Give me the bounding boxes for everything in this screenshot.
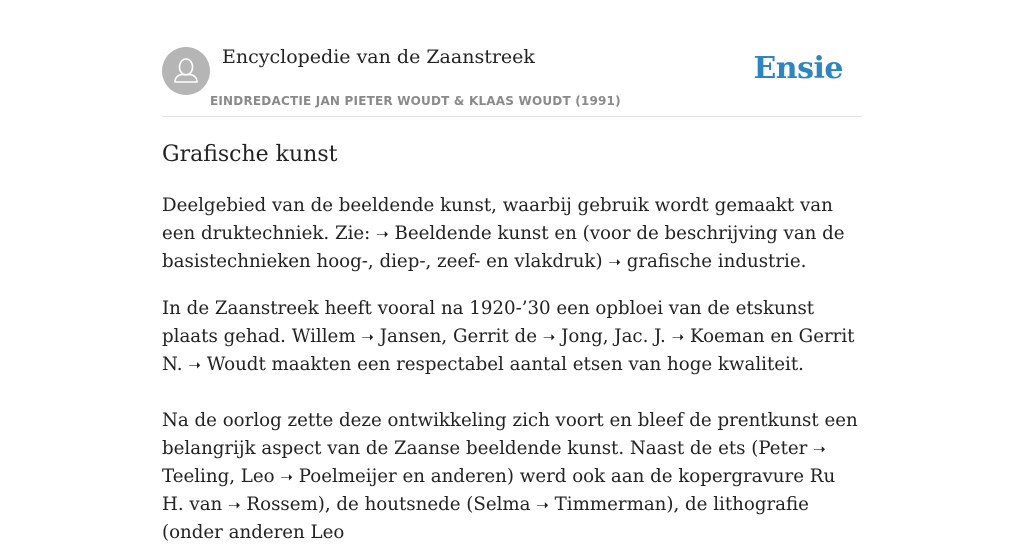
- paragraph-text: en anderen) werd ook aan de kopergravure Ru H. van: [162, 466, 836, 515]
- arrow-right-icon: ➝: [542, 328, 556, 346]
- link-label: Woudt: [206, 354, 266, 375]
- user-silhouette-icon: [162, 47, 210, 95]
- ensie-logo[interactable]: Ensie: [753, 51, 843, 86]
- paragraph-text: en (voor de beschrijving van de basistechnieken hoog-, diep-, zeef- en vlakdruk): [162, 223, 845, 272]
- paragraph-text: ), de houtsnede (Selma: [317, 494, 537, 515]
- link-label: Poelmeijer: [298, 466, 397, 487]
- paragraph-text: , Gerrit de: [441, 326, 543, 347]
- paragraph-text: ), de lithografie (onder anderen Leo: [162, 494, 809, 543]
- paragraph-text: In de Zaanstreek heeft vooral na 1920-’30 een opbloei van de etskunst plaats gehad. Willem: [162, 298, 815, 347]
- link-label: Timmerman: [554, 494, 667, 515]
- arrow-right-icon: ➝: [671, 328, 685, 346]
- arrow-right-icon: ➝: [188, 356, 201, 374]
- link-grafische-industrie[interactable]: [608, 251, 800, 272]
- arrow-right-icon: ➝: [228, 496, 241, 514]
- link-beeldende-kunst[interactable]: [376, 223, 548, 244]
- article-paragraph-1: [162, 192, 862, 276]
- arrow-right-icon: ➝: [280, 468, 293, 486]
- link-label: grafische industrie: [626, 251, 801, 272]
- link-label: Rossem: [246, 494, 318, 515]
- article-paragraph-2: [162, 295, 862, 379]
- page-content: [162, 0, 862, 543]
- paragraph-text: en Gerrit N.: [162, 326, 855, 375]
- header: [162, 0, 862, 117]
- link-label: Beeldende kunst: [394, 223, 549, 244]
- link-poelmeijer[interactable]: [280, 466, 396, 487]
- link-koeman[interactable]: [672, 326, 765, 347]
- link-label: Koeman: [690, 326, 765, 347]
- arrow-right-icon: ➝: [361, 328, 374, 346]
- paragraph-text: Deelgebied van de beeldende kunst, waarbij gebruik wordt gemaakt van een druktechniek. Zie:: [162, 195, 833, 244]
- arrow-right-icon: ➝: [608, 253, 621, 271]
- paragraph-text: , Leo: [229, 466, 281, 487]
- link-label: Jansen: [379, 326, 442, 347]
- link-woudt[interactable]: [188, 354, 265, 375]
- arrow-right-icon: ➝: [536, 496, 549, 514]
- editors-credit: EINDREDACTIE JAN PIETER WOUDT & KLAAS WOUDT (1991): [210, 94, 621, 108]
- article-title: Grafische kunst: [162, 142, 338, 167]
- link-label: Jong: [561, 326, 603, 347]
- link-jong[interactable]: [543, 326, 603, 347]
- book-avatar[interactable]: [162, 47, 210, 95]
- link-jansen[interactable]: [361, 326, 441, 347]
- paragraph-text: maakten een respectabel aantal etsen van hoge kwaliteit.: [265, 354, 804, 375]
- paragraph-text: Na de oorlog zette deze ontwikkeling zich voort en bleef de prentkunst een belangrijk aspect van de Zaanse beeldende kunst. Naast de ets (Peter: [162, 410, 858, 459]
- arrow-right-icon: ➝: [813, 440, 826, 458]
- link-label: Teeling: [162, 466, 230, 487]
- article-paragraph-3: [162, 407, 862, 547]
- book-title[interactable]: Encyclopedie van de Zaanstreek: [222, 46, 535, 68]
- arrow-right-icon: ➝: [376, 225, 389, 243]
- paragraph-text: , Jac. J.: [602, 326, 672, 347]
- paragraph-text: .: [800, 251, 807, 272]
